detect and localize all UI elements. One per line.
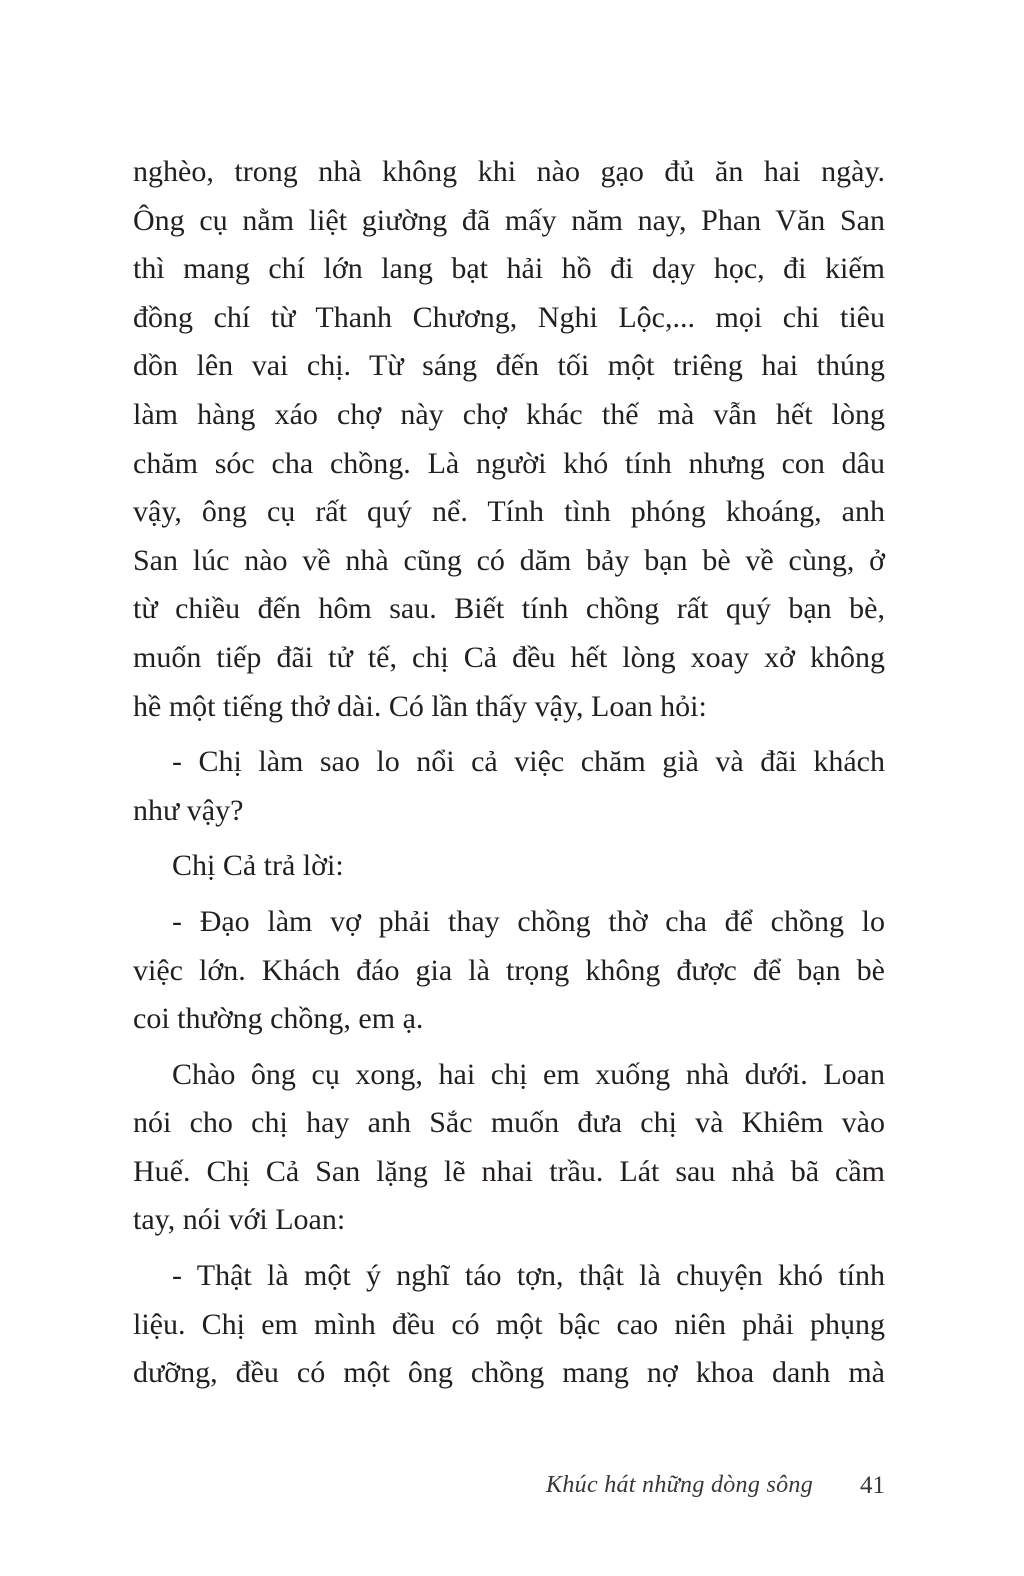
text-line: hề một tiếng thở dài. Có lần thấy vậy, Loan hỏi: [133, 689, 707, 723]
text-line: làm hàng xáo chợ này chợ khác thế mà vẫn hết lòng [133, 397, 885, 431]
paragraph [133, 1252, 885, 1398]
page-footer [500, 1470, 885, 1506]
paragraph [133, 842, 885, 891]
text-line: Chào ông cụ xong, hai chị em xuống nhà dưới. Loan [172, 1057, 885, 1091]
paragraph [133, 148, 885, 731]
text-line: vậy, ông cụ rất quý nể. Tính tình phóng khoáng, anh [133, 495, 885, 529]
text-line: coi thường chồng, em ạ. [133, 1002, 424, 1036]
text-line: dồn lên vai chị. Từ sáng đến tối một triêng hai thúng [133, 349, 885, 383]
text-line: Chị Cả trả lời: [172, 849, 344, 883]
paragraph [133, 1051, 885, 1245]
text-line: muốn tiếp đãi tử tế, chị Cả đều hết lòng xoay xở không [133, 640, 885, 674]
page-number: 41 [860, 1472, 885, 1499]
text-line: dưỡng, đều có một ông chồng mang nợ khoa danh mà [133, 1356, 885, 1390]
paragraph [133, 898, 885, 1044]
text-line: nghèo, trong nhà không khi nào gạo đủ ăn hai ngày. [133, 155, 885, 188]
text-line: - Thật là một ý nghĩ táo tợn, thật là chuyện khó tính [172, 1259, 885, 1293]
text-line: San lúc nào về nhà cũng có dăm bảy bạn bè về cùng, ở [133, 543, 885, 577]
running-title: Khúc hát những dòng sông [546, 1472, 813, 1498]
text-line: - Chị làm sao lo nổi cả việc chăm già và đãi khách [172, 745, 885, 779]
text-line: chăm sóc cha chồng. Là người khó tính nhưng con dâu [133, 446, 885, 480]
text-line: Ông cụ nằm liệt giường đã mấy năm nay, Phan Văn San [133, 203, 885, 237]
text-line: việc lớn. Khách đáo gia là trọng không được để bạn bè [133, 953, 885, 987]
body-text [133, 148, 885, 1405]
text-line: thì mang chí lớn lang bạt hải hồ đi dạy học, đi kiếm [133, 252, 885, 286]
text-line: - Đạo làm vợ phải thay chồng thờ cha để chồng lo [172, 904, 885, 938]
text-line: Huế. Chị Cả San lặng lẽ nhai trầu. Lát sau nhả bã cầm [133, 1154, 885, 1188]
text-line: tay, nói với Loan: [133, 1203, 346, 1237]
text-line: từ chiều đến hôm sau. Biết tính chồng rất quý bạn bè, [133, 592, 885, 626]
text-line: đồng chí từ Thanh Chương, Nghi Lộc,... mọi chi tiêu [133, 300, 885, 334]
text-line: nói cho chị hay anh Sắc muốn đưa chị và Khiêm vào [133, 1106, 885, 1140]
paragraph [133, 738, 885, 835]
text-line: như vậy? [133, 793, 244, 827]
text-line: liệu. Chị em mình đều có một bậc cao niên phải phụng [133, 1307, 885, 1341]
